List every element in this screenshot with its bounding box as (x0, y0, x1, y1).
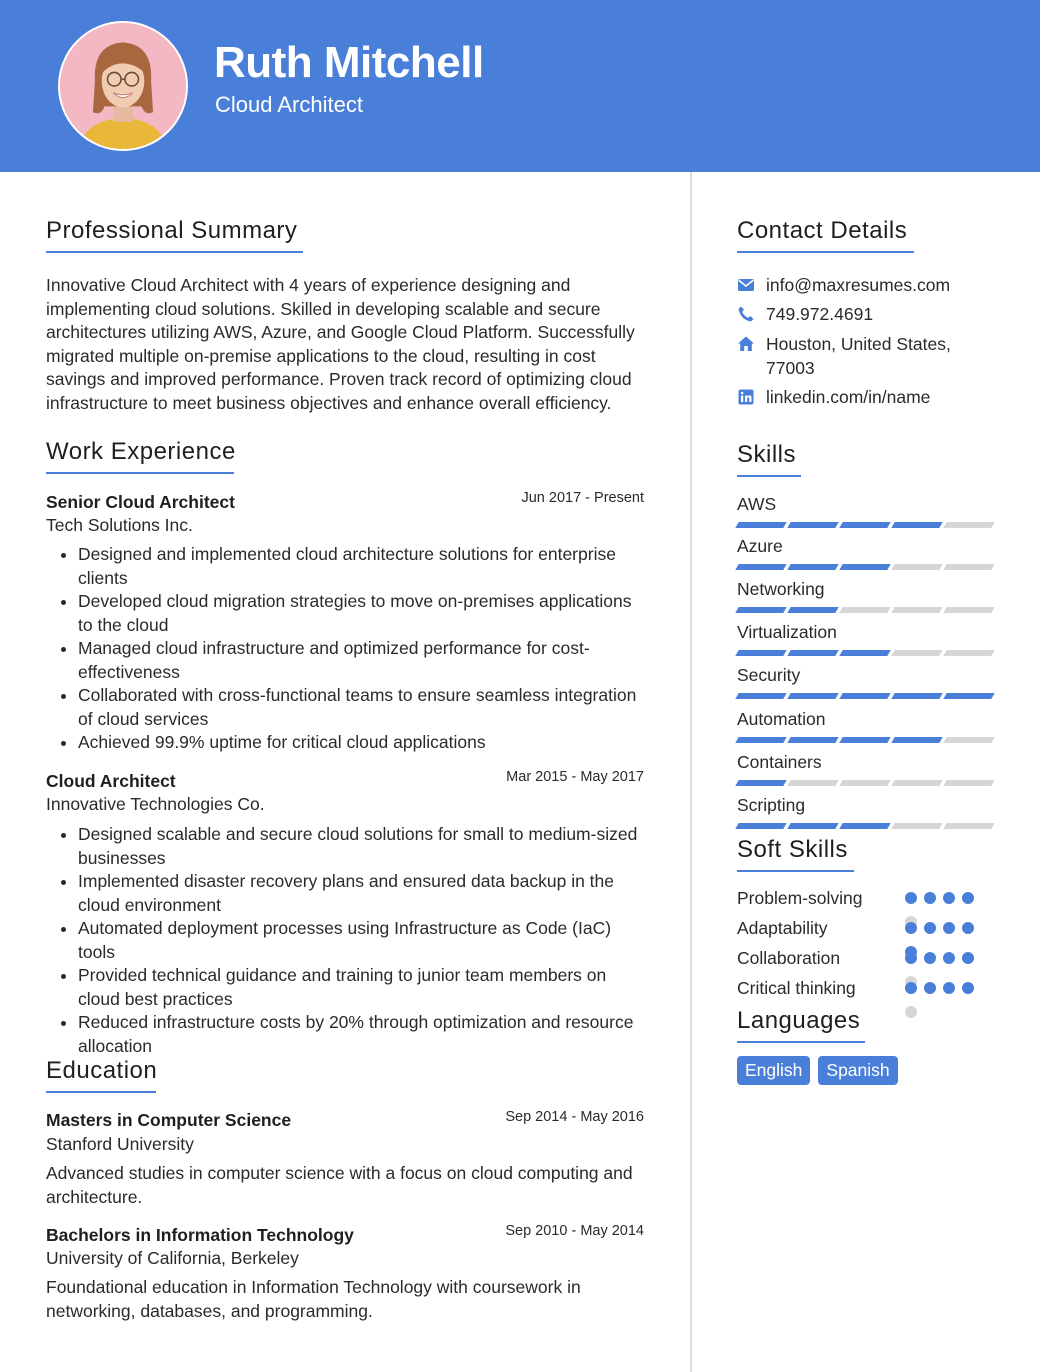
skill-level-bar (737, 693, 993, 699)
education-dates: Sep 2014 - May 2016 (505, 1109, 644, 1125)
degree-title: Masters in Computer Science (46, 1110, 292, 1130)
rating-dot (924, 892, 936, 904)
rating-dot (943, 952, 955, 964)
language-tag: English (737, 1056, 810, 1085)
skill-level-segment (839, 650, 890, 656)
skill-level-segment (787, 737, 838, 743)
experience-heading: Work Experience (46, 438, 234, 474)
soft-skill-rating (905, 922, 977, 952)
job-bullets (46, 823, 648, 1058)
rating-dot (924, 982, 936, 994)
rating-dot (924, 952, 936, 964)
skill-level-segment (735, 780, 786, 786)
skill-level-segment (943, 737, 994, 743)
phone-icon (737, 305, 755, 323)
contact-phone[interactable] (737, 303, 976, 327)
skill-name: Automation (737, 709, 826, 729)
summary-text: Innovative Cloud Architect with 4 years of experience designing and implementing cloud solutions. Skilled in developing scalable and secure architectures utilizing AWS, Azure, and Google Cloud Platform. Successfully migrated multiple on-premise applications to the cloud, resulting in cost savings and improved performance. Proven track record of optimizing cloud infrastructure to meet business objectives and enhance overall efficiency. (46, 275, 635, 413)
job-bullet: • Designed scalable and secure cloud solutions for small to medium-sized businesses (78, 823, 648, 870)
skill-level-segment (787, 522, 838, 528)
job-dates: Mar 2015 - May 2017 (506, 769, 644, 785)
languages-heading: Languages (737, 1007, 865, 1043)
skill-level-segment (891, 780, 942, 786)
skill-level-segment (787, 607, 838, 613)
rating-dot (943, 922, 955, 934)
language-tag: Spanish (818, 1056, 897, 1085)
job-bullet: • Implemented disaster recovery plans and ensured data backup in the cloud environment (78, 870, 648, 917)
skill-level-segment (891, 564, 942, 570)
summary-heading: Professional Summary (46, 217, 303, 253)
profile-photo-illustration (60, 23, 186, 149)
job-title: Senior Cloud Architect (46, 492, 235, 512)
job-dates: Jun 2017 - Present (521, 490, 644, 506)
address-text: Houston, United States, 77003 (766, 334, 951, 378)
skill-level-bar (737, 607, 993, 613)
soft-skill-name: Critical thinking (737, 978, 856, 998)
rating-dot (962, 922, 974, 934)
skill-level-bar (737, 780, 993, 786)
skill-level-segment (787, 780, 838, 786)
skill-level-segment (839, 564, 890, 570)
degree-title: Bachelors in Information Technology (46, 1225, 354, 1245)
skill-level-segment (839, 823, 890, 829)
skill-level-segment (891, 737, 942, 743)
education-dates: Sep 2010 - May 2014 (505, 1223, 644, 1239)
job-bullet: • Reduced infrastructure costs by 20% through optimization and resource allocation (78, 1011, 648, 1058)
skill-level-bar (737, 823, 993, 829)
skill-level-segment (787, 823, 838, 829)
skill-name: Security (737, 665, 801, 685)
skill-name: Virtualization (737, 622, 837, 642)
column-divider (690, 172, 692, 1372)
rating-dot (943, 982, 955, 994)
education-description: Foundational education in Information Technology with coursework in networking, databases, and programming. (46, 1277, 581, 1321)
skill-level-segment (735, 737, 786, 743)
rating-dot (924, 922, 936, 934)
skill-level-segment (839, 607, 890, 613)
profile-photo (58, 21, 188, 151)
job-bullet: • Collaborated with cross-functional teams to ensure seamless integration of cloud services (78, 684, 648, 731)
job-title: Cloud Architect (46, 771, 176, 791)
rating-dot (905, 892, 917, 904)
education-heading: Education (46, 1057, 156, 1093)
skill-level-segment (943, 693, 994, 699)
school-name: University of California, Berkeley (46, 1248, 299, 1268)
envelope-icon (737, 276, 755, 294)
rating-dot (905, 922, 917, 934)
skill-level-segment (735, 693, 786, 699)
rating-dot (905, 982, 917, 994)
skill-level-segment (891, 650, 942, 656)
education-description: Advanced studies in computer science with a focus on cloud computing and architecture. (46, 1163, 633, 1207)
skill-level-bar (737, 522, 993, 528)
soft-skill-rating (905, 952, 977, 982)
skill-level-segment (735, 650, 786, 656)
contact-heading: Contact Details (737, 217, 914, 253)
job-bullet: • Developed cloud migration strategies to move on-premises applications to the cloud (78, 590, 648, 637)
candidate-name: Ruth Mitchell (214, 38, 484, 87)
skill-level-segment (891, 607, 942, 613)
skill-name: Scripting (737, 795, 806, 815)
skill-level-segment (787, 650, 838, 656)
skill-level-segment (787, 564, 838, 570)
skill-name: Networking (737, 579, 825, 599)
job-company: Tech Solutions Inc. (46, 515, 193, 535)
skill-level-segment (787, 693, 838, 699)
skill-level-segment (839, 737, 890, 743)
job-company: Innovative Technologies Co. (46, 794, 265, 814)
job-bullet: • Automated deployment processes using Infrastructure as Code (IaC) tools (78, 917, 648, 964)
skill-level-segment (943, 780, 994, 786)
soft-skills-heading: Soft Skills (737, 836, 854, 872)
skill-level-segment (735, 564, 786, 570)
skill-level-segment (839, 522, 890, 528)
soft-skill-name: Problem-solving (737, 888, 863, 908)
skill-name: AWS (737, 494, 777, 514)
email-text: info@maxresumes.com (766, 275, 951, 295)
school-name: Stanford University (46, 1134, 194, 1154)
skill-level-segment (943, 564, 994, 570)
skill-level-bar (737, 650, 993, 656)
skill-level-segment (891, 522, 942, 528)
skill-level-segment (735, 823, 786, 829)
skill-level-segment (943, 650, 994, 656)
contact-linkedin[interactable] (737, 386, 976, 410)
rating-dot (905, 952, 917, 964)
skill-name: Azure (737, 536, 783, 556)
contact-email[interactable] (737, 274, 976, 298)
skill-level-segment (735, 522, 786, 528)
skill-level-segment (839, 780, 890, 786)
skill-level-segment (891, 823, 942, 829)
soft-skill-name: Adaptability (737, 918, 828, 938)
skills-heading: Skills (737, 441, 801, 477)
linkedin-icon (737, 388, 755, 406)
rating-dot (962, 892, 974, 904)
skill-name: Containers (737, 752, 822, 772)
job-bullet: • Provided technical guidance and training to junior team members on cloud best practices (78, 964, 648, 1011)
skill-level-segment (891, 693, 942, 699)
job-bullets (46, 543, 648, 755)
soft-skill-rating (905, 892, 977, 922)
rating-dot (943, 892, 955, 904)
contact-address (737, 333, 976, 380)
skill-level-segment (943, 607, 994, 613)
home-icon (737, 335, 755, 353)
job-bullet: • Designed and implemented cloud architecture solutions for enterprise clients (78, 543, 648, 590)
rating-dot (962, 952, 974, 964)
skill-level-bar (737, 564, 993, 570)
skill-level-segment (839, 693, 890, 699)
job-bullet: • Managed cloud infrastructure and optimized performance for cost-effectiveness (78, 637, 648, 684)
soft-skill-rating (905, 982, 977, 1012)
skill-level-segment (943, 522, 994, 528)
skill-level-bar (737, 737, 993, 743)
skill-level-segment (943, 823, 994, 829)
linkedin-text: linkedin.com/in/name (766, 387, 931, 407)
rating-dot (962, 982, 974, 994)
skill-level-segment (735, 607, 786, 613)
soft-skill-name: Collaboration (737, 948, 841, 968)
rating-dot (905, 1006, 917, 1018)
phone-text: 749.972.4691 (766, 304, 874, 324)
candidate-title: Cloud Architect (215, 92, 363, 117)
language-tags (737, 1056, 898, 1085)
resume-header (0, 0, 1040, 172)
job-bullet: • Achieved 99.9% uptime for critical cloud applications (78, 731, 648, 755)
